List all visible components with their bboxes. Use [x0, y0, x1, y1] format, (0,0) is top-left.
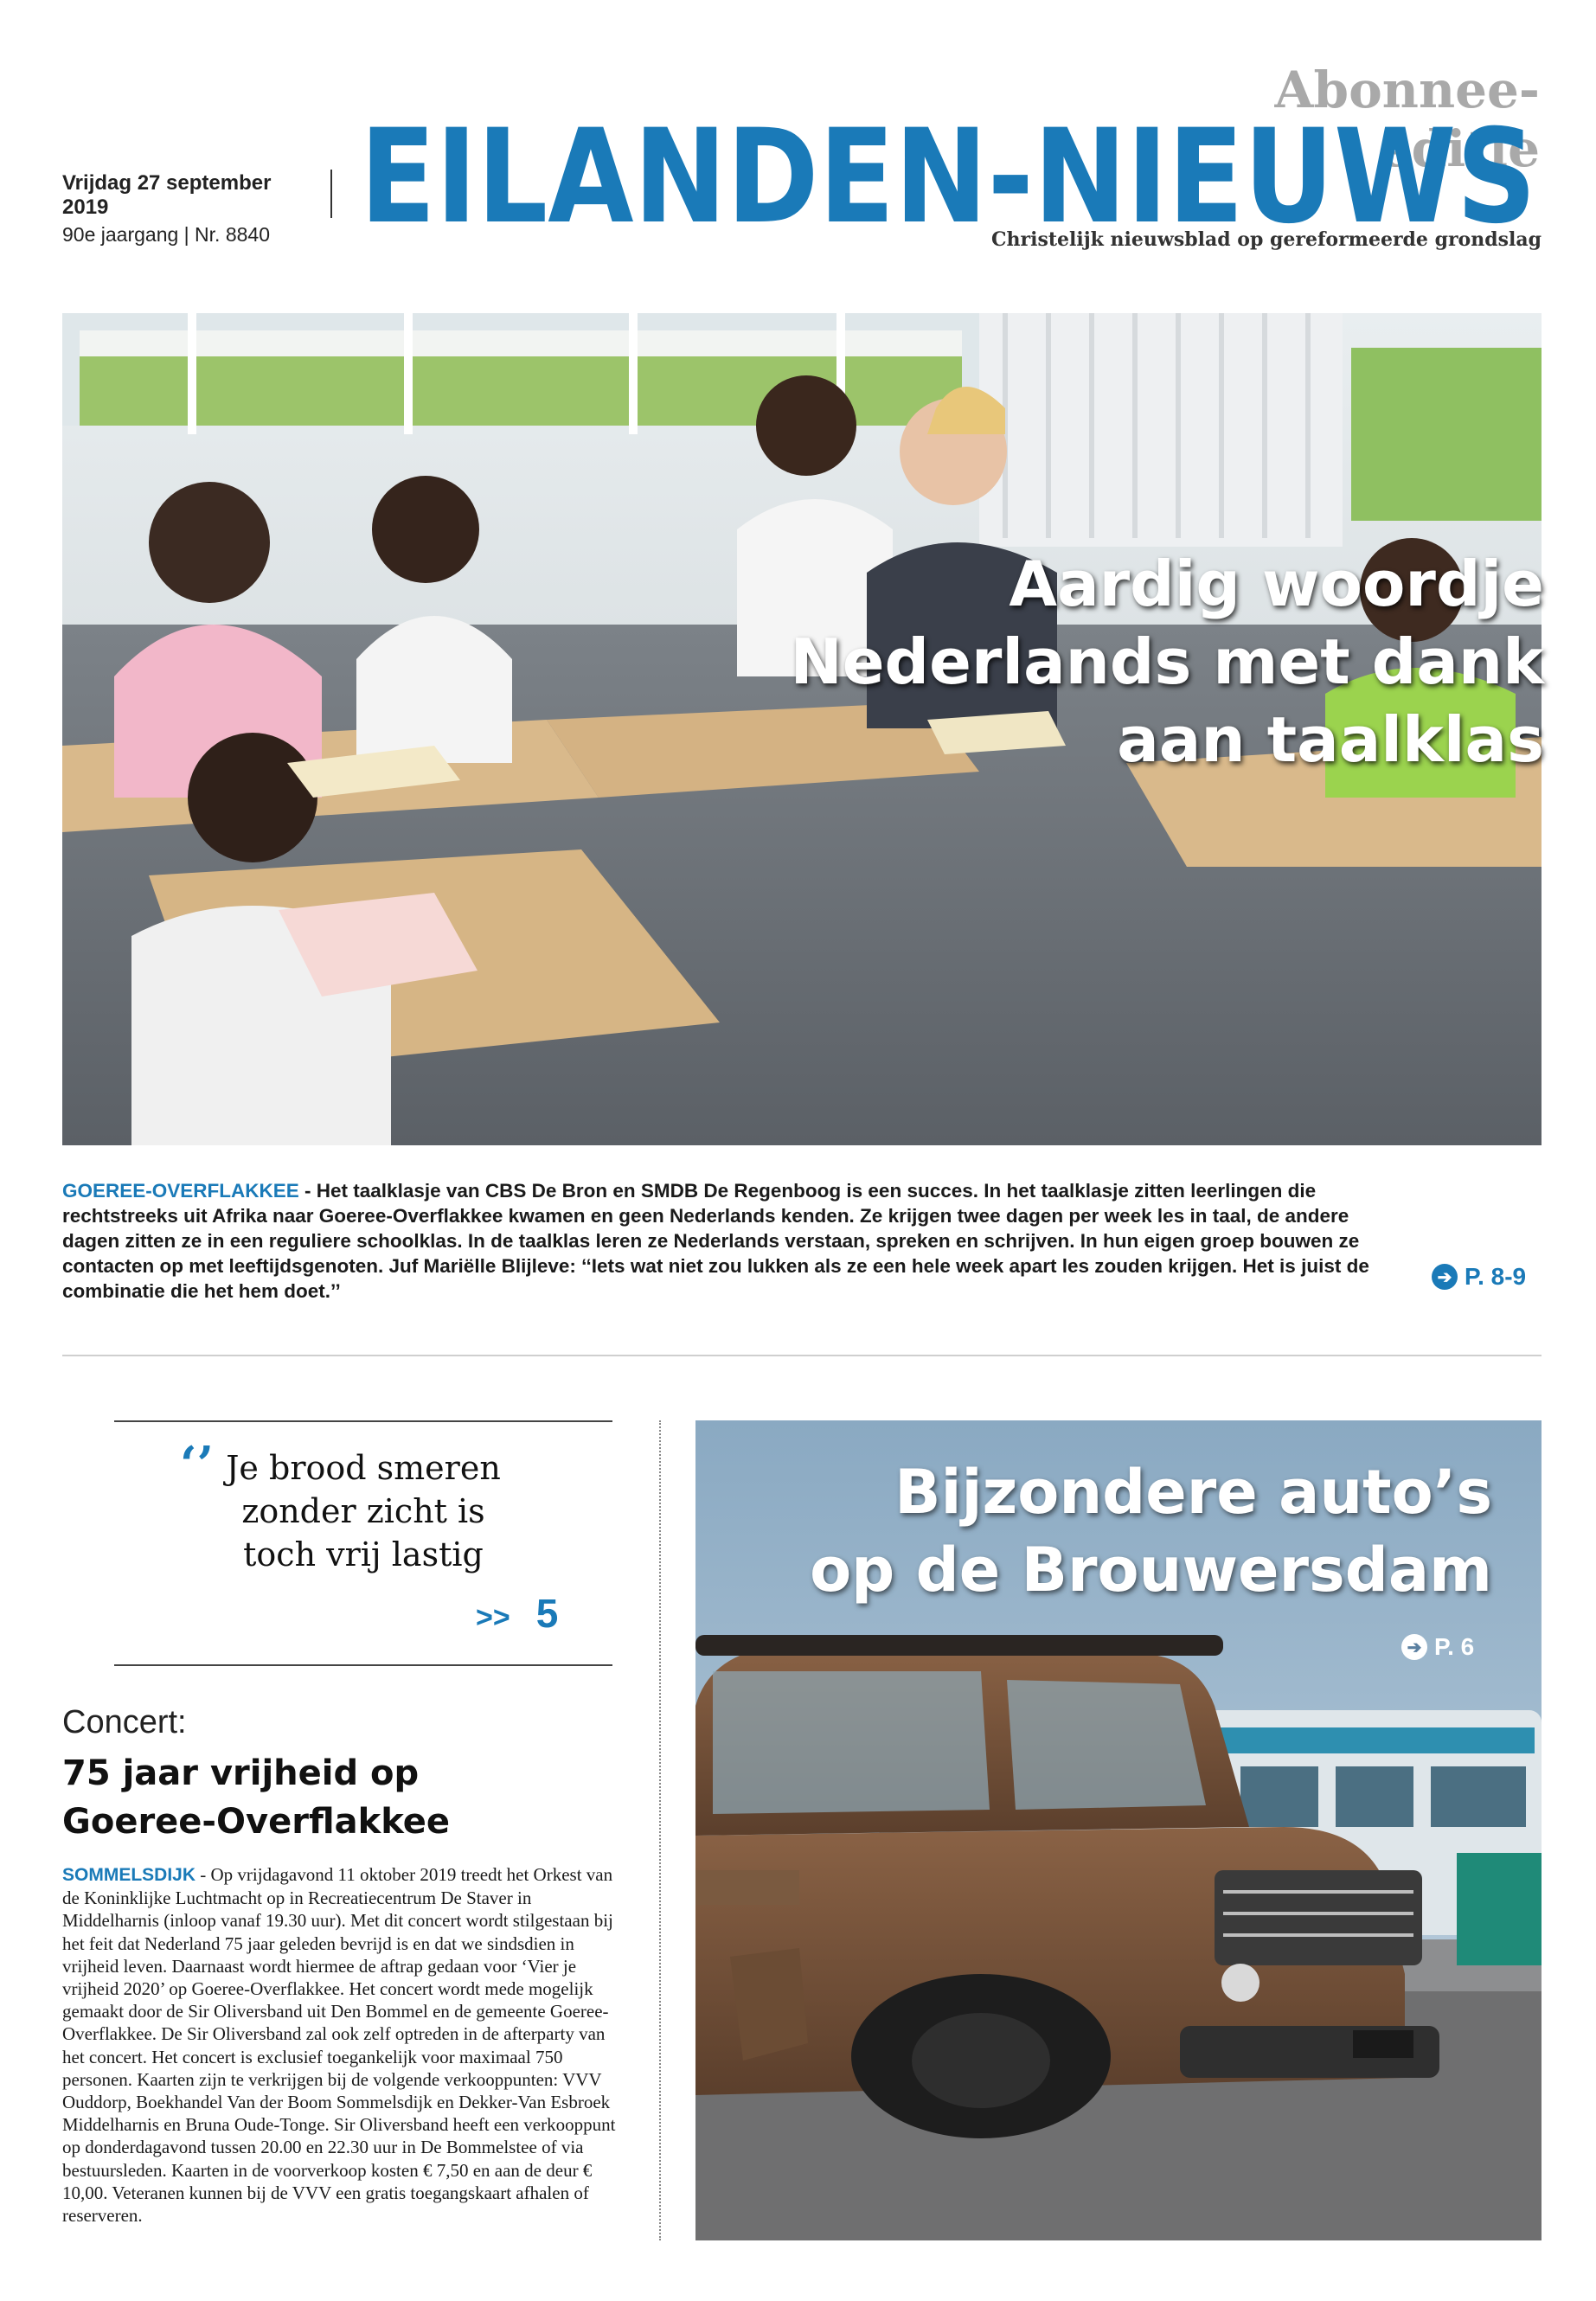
concert-location: SOMMELSDIJK [62, 1865, 196, 1885]
top-story-page-ref[interactable] [1432, 1263, 1544, 1291]
column-separator [659, 1420, 661, 2240]
masthead-divider [330, 170, 332, 218]
quote-line-3: toch vrij lastig [243, 1535, 484, 1574]
top-headline[interactable] [766, 545, 1544, 779]
concert-text: - Op vrijdagavond 11 oktober 2019 treedt het Orkest van de Koninklijke Luchtmacht op in Recreatiecentrum De Staver in Middelharnis (inloop vanaf 19.30 uur). Met dit concert wordt stilgestaan bij het feit dat Nederland 75 jaar geleden bevrijd is en dat we sindsdien in vrijheid leven. Daarnaast wordt hiermee de aftrap gedaan voor ‘Vier je vrijheid 2020’ op Goeree-Overflakkee. Het concert wordt mede mogelijk gemaakt door de Sir Oliversband uit Den Bommel en de gemeente Goeree-Overflakkee. De Sir Oliversband zal ook zelf optreden in de afterparty van het concert. Het concert is exclusief toegankelijk voor maximaal 750 personen. Kaarten zijn te verkrijgen bij de volgende verkooppunten: VVV Ouddorp, Boekhandel Van der Boom Sommelsdijk en Dekker-Van Esbroek Middelharnis en Bruna Oude-Tonge. Sir Oliversband heeft een verkooppunt op donderdagavond tussen 20.00 en 22.30 uur in De Bommelstee of via bestuursleden. Kaarten in de voorverkoop kosten € 7,50 en aan de deur € 10,00. Veteranen kunnen bij de VVV een gratis toegangskaart afhalen of reserveren. [62, 1864, 616, 2227]
concert-title[interactable] [62, 1749, 616, 1846]
car-headline[interactable] [709, 1453, 1492, 1609]
concert-title-line-2: Goeree-Overflakkee [62, 1802, 450, 1842]
tagline: Christelijk nieuwsblad op gereformeerde grondslag [990, 228, 1542, 251]
top-story-page-label: P. 8-9 [1465, 1263, 1527, 1290]
edition-label: Abonnee-editie [1274, 61, 1540, 178]
quote-line-1: Je brood smeren [226, 1449, 501, 1487]
arrow-right-icon: ➔ [1432, 1264, 1458, 1290]
quote-mark-icon: ‘’ [180, 1436, 214, 1493]
top-headline-line-3: aan taalklas [1117, 703, 1544, 776]
concert-title-line-1: 75 jaar vrijheid op [62, 1753, 420, 1793]
car-story-page-ref[interactable] [1401, 1633, 1505, 1661]
arrow-right-icon: ➔ [1401, 1634, 1427, 1660]
pull-quote [130, 1446, 597, 1576]
concert-kicker: Concert: [62, 1704, 187, 1740]
car-headline-line-1: Bijzondere auto’s [894, 1457, 1492, 1528]
top-headline-line-1: Aardig woordje [1009, 548, 1544, 620]
quote-page-ref[interactable] [476, 1590, 614, 1637]
issue-date: Vrijdag 27 september 2019 [62, 171, 272, 219]
quote-page-number: 5 [535, 1591, 559, 1636]
quote-arrow: >> [476, 1601, 510, 1634]
quote-bottom-rule [114, 1664, 612, 1666]
concert-body [62, 1863, 625, 2227]
logo-text: EILANDEN-NIEUWS [360, 119, 1536, 230]
section-divider [62, 1355, 1542, 1356]
car-story-page-label: P. 6 [1434, 1633, 1475, 1660]
car-headline-line-2: op de Brouwersdam [810, 1535, 1492, 1606]
date-block [62, 171, 322, 247]
quote-line-2: zonder zicht is [241, 1492, 485, 1530]
issue-number: 90e jaargang | Nr. 8840 [62, 223, 270, 246]
top-headline-line-2: Nederlands met dank [790, 625, 1544, 698]
top-story-lead [62, 1178, 1399, 1304]
top-story-text: - Het taalklasje van CBS De Bron en SMDB De Regenboog is een succes. In het taalklasje zitten leerlingen die rechtstreeks uit Afrika naar Goeree-Overflakkee kwamen en geen Nederlands kenden. Ze krijgen twee dagen per week les in taal, de andere dagen zitten ze in een reguliere schoolklas. In de taalklas leren ze Nederlands verstaan, spreken en schrijven. In hun eigen groep bouwen ze contacten op met leeftijdsgenoten. Juf Mariëlle Blijleve: ‘‘Iets wat niet zou lukken als ze een hele week apart les zouden krijgen. Het is juist de combinatie die het hem doet.’’ [62, 1180, 1369, 1302]
newspaper-logo [355, 119, 1542, 230]
quote-top-rule [114, 1420, 612, 1422]
top-story-location: GOEREE-OVERFLAKKEE [62, 1180, 299, 1202]
